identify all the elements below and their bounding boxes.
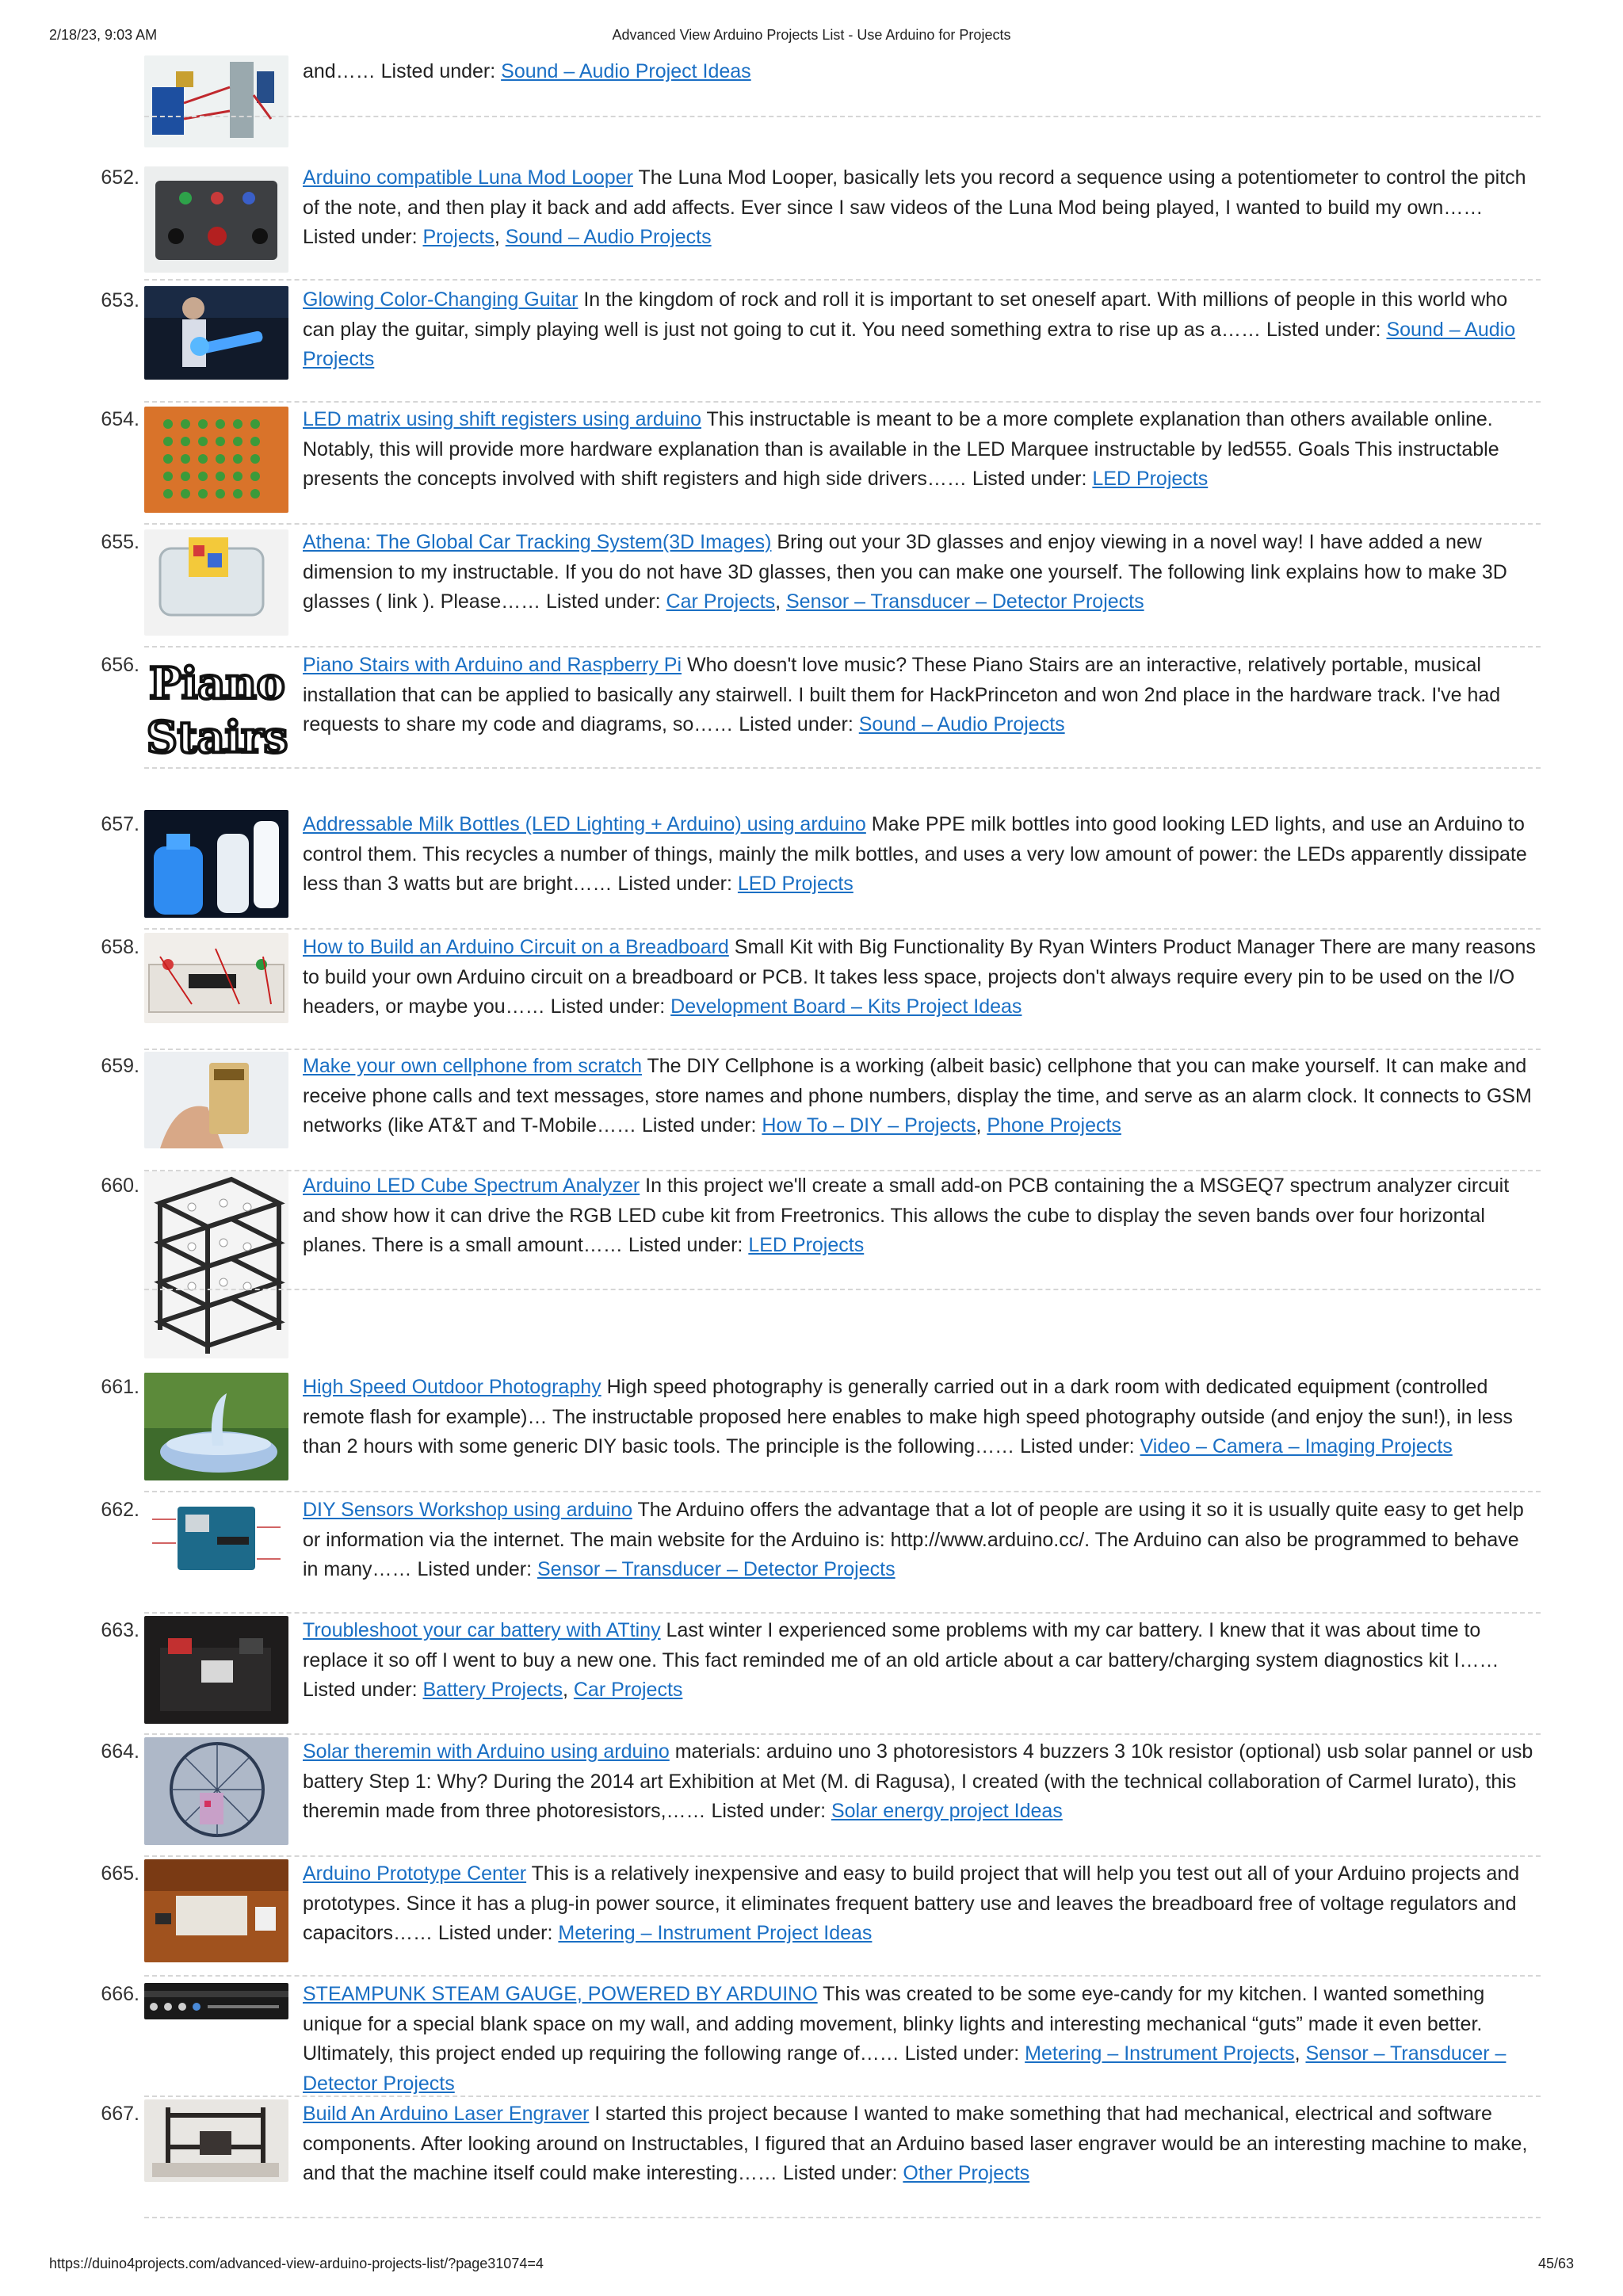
item-number: 665. xyxy=(101,1862,139,1885)
item-number: 654. xyxy=(101,408,139,430)
project-thumbnail[interactable] xyxy=(144,655,288,768)
entry-text: STEAMPUNK STEAM GAUGE, POWERED BY ARDUINO This was created to be some eye-candy for my kitchen. I wanted something unique for a special blank space on my wall, and adding movement, blinky lights and interesting mechanical “guts” made it even better. Ultimately, this project ended up requiring the following range of…… Listed under: Metering – Instrument Projects, Sensor – Transducer – Detector Projects xyxy=(303,1983,1507,2095)
separator xyxy=(144,116,1541,117)
category-link[interactable]: LED Projects xyxy=(748,1234,865,1256)
entry-text: Glowing Color-Changing Guitar In the kingdom of rock and roll it is important to set oneself apart. With millions of people in this world who can play the guitar, simply playing well is just not going to cut it. You need something extra to rise up as a…… Listed under: Sound – Audio Projects xyxy=(303,288,1516,370)
project-thumbnail[interactable] xyxy=(144,1171,288,1358)
project-title-link[interactable]: Athena: The Global Car Tracking System(3D Images) xyxy=(303,531,772,553)
entry-text: Arduino LED Cube Spectrum Analyzer In this project we'll create a small add-on PCB containing the a MSGEQ7 spectrum analyzer circuit and show how it can drive the RGB LED cube kit from Freetronics. This allows the cube to display the seven bands over four horizontal planes. There is a small amount…… Listed under: LED Projects xyxy=(303,1175,1510,1256)
category-link[interactable]: Metering – Instrument Projects xyxy=(1025,2042,1295,2065)
project-thumbnail[interactable] xyxy=(144,529,288,636)
separator xyxy=(144,1491,1541,1492)
project-title-link[interactable]: High Speed Outdoor Photography xyxy=(303,1376,601,1398)
item-number: 655. xyxy=(101,531,139,553)
category-link[interactable]: Phone Projects xyxy=(987,1114,1121,1137)
category-link[interactable]: Sensor – Transducer – Detector Projects xyxy=(786,590,1144,613)
project-title-link[interactable]: Piano Stairs with Arduino and Raspberry Pi xyxy=(303,654,682,676)
entry-text: Piano Stairs with Arduino and Raspberry Pi Who doesn't love music? These Piano Stairs are an interactive, relatively portable, musical installation that can be applied to basically any stairwell. I built them for HackPrinceton and won 2nd place in the hardware track. I've had requests to share my code and diagrams, so…… Listed under: Sound – Audio Projects xyxy=(303,654,1501,735)
project-thumbnail[interactable] xyxy=(144,55,288,147)
category-link[interactable]: Battery Projects xyxy=(422,1679,563,1701)
project-title-link[interactable]: Addressable Milk Bottles (LED Lighting + Arduino) using arduino xyxy=(303,813,866,835)
print-page-number: 45/63 xyxy=(1537,2256,1574,2271)
category-link[interactable]: Sensor – Transducer – Detector Projects xyxy=(303,2042,1507,2095)
separator xyxy=(144,1733,1541,1735)
project-title-link[interactable]: LED matrix using shift registers using arduino xyxy=(303,408,702,430)
item-number: 664. xyxy=(101,1740,139,1763)
separator xyxy=(144,523,1541,525)
category-link[interactable]: Car Projects xyxy=(573,1679,683,1701)
item-number: 657. xyxy=(101,813,139,835)
entry-text: Arduino Prototype Center This is a relatively inexpensive and easy to build project that will help you test out all of your Arduino projects and prototypes. Since it has a plug-in power source, it eliminates frequent battery use and leaves the breadboard free of voltage regulators and capacitors…… Listed under: Metering – Instrument Project Ideas xyxy=(303,1862,1520,1944)
category-link[interactable]: Car Projects xyxy=(666,590,776,613)
item-number: 663. xyxy=(101,1619,139,1641)
item-number: 662. xyxy=(101,1499,139,1521)
project-thumbnail[interactable] xyxy=(144,1373,288,1480)
item-number: 661. xyxy=(101,1376,139,1398)
print-datetime: 2/18/23, 9:03 AM xyxy=(49,27,158,43)
project-thumbnail[interactable] xyxy=(144,933,288,1023)
category-link[interactable]: Sound – Audio Projects xyxy=(303,318,1516,370)
entry-text: DIY Sensors Workshop using arduino The Arduino offers the advantage that a lot of people are using it so it is usually quite easy to get help or information via the internet. The main website for the Arduino is: http://www.arduino.cc/. The Arduino can also be programmed to behave in many…… Listed under: Sensor – Transducer – Detector Projects xyxy=(303,1499,1524,1580)
entry-text: LED matrix using shift registers using arduino This instructable is meant to be a more complete explanation than others available online. Notably, this will provide more hardware explanation than is available in the LED Marquee instructable by led555. Goals This instructable presents the concepts involved with shift registers and high side drivers…… Listed under: LED Projects xyxy=(303,408,1499,490)
category-link[interactable]: Development Board – Kits Project Ideas xyxy=(670,995,1022,1018)
entry-text: and…… Listed under: Sound – Audio Project Ideas xyxy=(303,60,751,82)
project-thumbnail[interactable] xyxy=(144,1616,288,1724)
category-link[interactable]: LED Projects xyxy=(737,873,854,895)
project-title-link[interactable]: Troubleshoot your car battery with ATtiny xyxy=(303,1619,661,1641)
separator xyxy=(144,401,1541,403)
item-number: 652. xyxy=(101,166,139,189)
category-link[interactable]: Video – Camera – Imaging Projects xyxy=(1140,1435,1453,1457)
category-link[interactable]: Sound – Audio Projects xyxy=(858,713,1065,735)
category-link[interactable]: Projects xyxy=(422,226,495,248)
separator xyxy=(144,279,1541,281)
project-thumbnail[interactable] xyxy=(144,286,288,380)
category-link[interactable]: Metering – Instrument Project Ideas xyxy=(558,1922,873,1944)
entry-text: Build An Arduino Laser Engraver I started this project because I wanted to make something that had mechanical, electrical and software components. After looking around on Instructables, I figured that an Arduino based laser engraver would be an interesting machine to make, and that the machine itself could make interesting…… Listed under: Other Projects xyxy=(303,2103,1528,2184)
item-number: 666. xyxy=(101,1983,139,2005)
thumb-text-stairs: Stairs xyxy=(146,712,288,762)
entry-text: Athena: The Global Car Tracking System(3D Images) Bring out your 3D glasses and enjoy viewing in a novel way! I have added a new dimension to my instructable. If you do not have 3D glasses, then you can make one yourself. The following link explains how to make 3D glasses ( link ). Please…… Listed under: Car Projects, Sensor – Transducer – Detector Projects xyxy=(303,531,1507,613)
print-header xyxy=(0,27,1623,46)
item-number: 656. xyxy=(101,654,139,676)
separator xyxy=(144,2095,1541,2097)
item-number: 653. xyxy=(101,289,139,311)
entry-text: How to Build an Arduino Circuit on a Breadboard Small Kit with Big Functionality By Ryan Winters Product Manager There are many reasons to build your own Arduino circuit on a breadboard or PCB. It takes less space, projects don't always require every pin to be used on the I/O headers, or maybe you…… Listed under: Development Board – Kits Project Ideas xyxy=(303,936,1536,1018)
project-title-link[interactable]: Solar theremin with Arduino using arduino xyxy=(303,1740,670,1763)
project-thumbnail[interactable] xyxy=(144,1496,288,1589)
category-link[interactable]: How To – DIY – Projects xyxy=(762,1114,976,1137)
project-thumbnail[interactable] xyxy=(144,166,288,273)
entry-text: Make your own cellphone from scratch The DIY Cellphone is a working (albeit basic) cellphone that you can make yourself. It can make and receive phone calls and text messages, store names and phone numbers, display the time, and serve as an alarm clock. It connects to GSM networks (like AT&T and T-Mobile…… Listed under: How To – DIY – Projects, Phone Projects xyxy=(303,1055,1532,1137)
separator xyxy=(144,2217,1541,2218)
separator xyxy=(144,1975,1541,1977)
project-thumbnail[interactable] xyxy=(144,1983,288,2019)
category-link[interactable]: LED Projects xyxy=(1092,468,1209,490)
separator xyxy=(144,1612,1541,1614)
separator xyxy=(144,646,1541,648)
project-title-link[interactable]: Build An Arduino Laser Engraver xyxy=(303,2103,590,2125)
project-thumbnail[interactable] xyxy=(144,1737,288,1845)
print-url: https://duino4projects.com/advanced-view-arduino-projects-list/?page31074=4 xyxy=(49,2256,544,2271)
project-title-link[interactable]: Make your own cellphone from scratch xyxy=(303,1055,642,1077)
entry-text: Arduino compatible Luna Mod Looper The Luna Mod Looper, basically lets you record a sequence using a potentiometer to control the pitch of the note, and then play it back and add affects. Ever since I saw videos of the Luna Mod being played, I wanted to build my own…… Listed under: Projects, Sound – Audio Projects xyxy=(303,166,1526,248)
entry-text: Solar theremin with Arduino using arduino materials: arduino uno 3 photoresistors 4 buzzers 3 10k resistor (optional) usb solar pannel or usb battery Step 1: Why? During the 2014 art Exhibition at Met (M. di Ragusa), I created (with the technical collaboration of Carmel Iurato), this theremin made from three photoresistors,…… Listed under: Solar energy project Ideas xyxy=(303,1740,1533,1822)
thumb-text-piano: Piano xyxy=(149,658,285,709)
item-number: 659. xyxy=(101,1055,139,1077)
print-footer xyxy=(0,2256,1623,2275)
separator xyxy=(144,767,1541,769)
category-link[interactable]: Sensor – Transducer – Detector Projects xyxy=(537,1558,896,1580)
project-thumbnail[interactable] xyxy=(144,810,288,918)
print-title: Advanced View Arduino Projects List - Use Arduino for Projects xyxy=(612,27,1011,43)
project-thumbnail[interactable] xyxy=(144,407,288,513)
project-title-link[interactable]: Arduino compatible Luna Mod Looper xyxy=(303,166,633,189)
project-title-link[interactable]: Arduino Prototype Center xyxy=(303,1862,527,1885)
item-number: 658. xyxy=(101,936,139,958)
category-link[interactable]: Sound – Audio Projects xyxy=(505,226,712,248)
separator xyxy=(144,1049,1541,1050)
category-link[interactable]: Other Projects xyxy=(903,2162,1030,2184)
entry-text: High Speed Outdoor Photography High speed photography is generally carried out in a dark room with dedicated equipment (controlled remote flash for example)… The instructable proposed here enables to make high speed photography outside (and enjoy the sun!), in less than 2 hours with some generic DIY basic tools. The principle is the following…… Listed under: Video – Camera – Imaging Projects xyxy=(303,1376,1513,1457)
separator xyxy=(144,1855,1541,1857)
project-title-link[interactable]: How to Build an Arduino Circuit on a Breadboard xyxy=(303,936,729,958)
entry-text: Addressable Milk Bottles (LED Lighting + Arduino) using arduino Make PPE milk bottles into good looking LED lights, and use an Arduino to control them. This recycles a number of things, mainly the milk bottles, and uses a very low amount of power: the LEDs apparently dissipate less than 3 watts but are bright…… Listed under: LED Projects xyxy=(303,813,1527,895)
project-title-link[interactable]: Glowing Color-Changing Guitar xyxy=(303,288,579,311)
project-title-link[interactable]: STEAMPUNK STEAM GAUGE, POWERED BY ARDUINO xyxy=(303,1983,818,2005)
project-thumbnail[interactable] xyxy=(144,2099,288,2182)
separator xyxy=(144,1289,1541,1290)
category-link[interactable]: Solar energy project Ideas xyxy=(831,1800,1063,1822)
project-thumbnail[interactable] xyxy=(144,1052,288,1148)
category-link[interactable]: Sound – Audio Project Ideas xyxy=(501,60,751,82)
project-title-link[interactable]: DIY Sensors Workshop using arduino xyxy=(303,1499,632,1521)
item-number: 660. xyxy=(101,1175,139,1197)
item-number: 667. xyxy=(101,2103,139,2125)
project-thumbnail[interactable] xyxy=(144,1859,288,1962)
entry-text: Troubleshoot your car battery with ATtiny Last winter I experienced some problems with my car battery. I knew that it was about time to replace it so off I went to buy a new one. This fact reminded me of an old article about a car battery/charging system diagnostics kit I…… Listed under: Battery Projects, Car Projects xyxy=(303,1619,1499,1701)
separator xyxy=(144,928,1541,930)
project-title-link[interactable]: Arduino LED Cube Spectrum Analyzer xyxy=(303,1175,640,1197)
